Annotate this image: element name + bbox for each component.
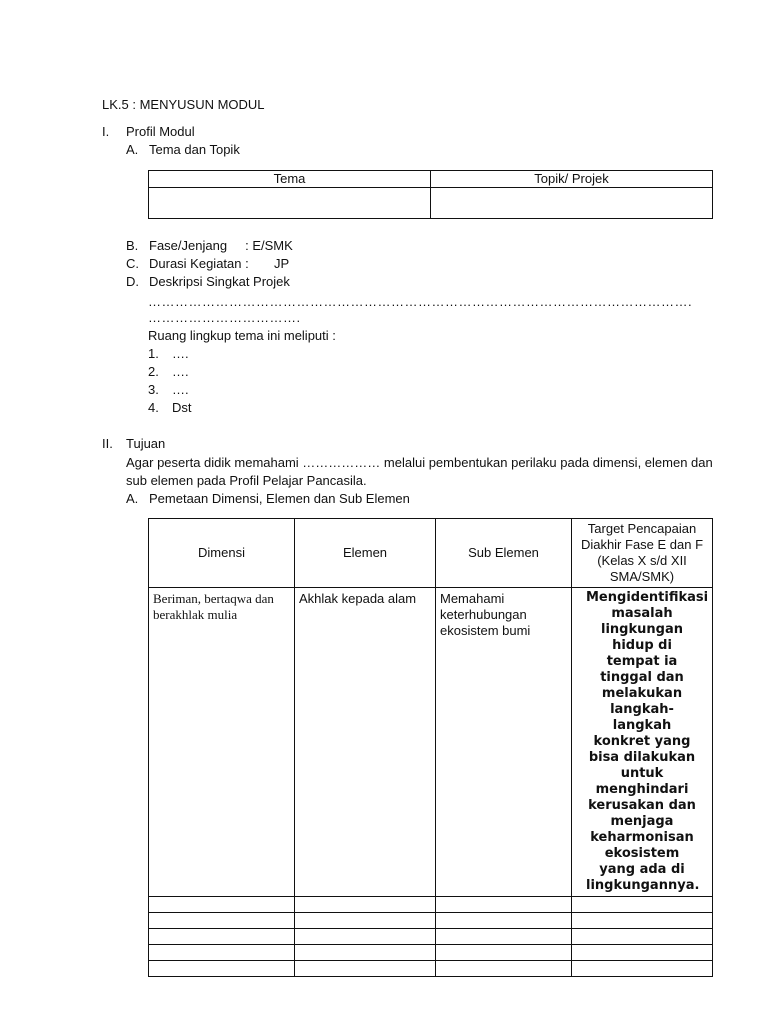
item-a-letter: A. (126, 142, 139, 157)
tema-topik-table (148, 170, 713, 219)
empty-cell[interactable] (295, 945, 436, 961)
tujuan-paragraph-line-1: Agar peserta didik memahami ……………… melalui pembentukan perilaku pada dimensi, elemen dan (126, 455, 713, 470)
item-c-letter: C. (126, 256, 139, 271)
section-2-title: Tujuan (126, 436, 166, 451)
empty-cell[interactable] (149, 897, 295, 913)
list-item (148, 400, 192, 416)
durasi-kegiatan: Durasi Kegiatan : JP (149, 256, 290, 271)
header-tema: Tema (149, 171, 431, 188)
empty-cell[interactable] (149, 929, 295, 945)
list-item (148, 382, 189, 398)
cell-topik[interactable] (431, 188, 713, 219)
list-item (148, 364, 189, 380)
empty-cell[interactable] (572, 961, 713, 977)
deskripsi-dots-line-2: ……………………………. (148, 310, 301, 325)
list-number: 3. (148, 382, 159, 397)
list-number: 2. (148, 364, 159, 379)
empty-cell[interactable] (436, 897, 572, 913)
empty-cell[interactable] (436, 929, 572, 945)
cell-sub-elemen: Memahami keterhubungan ekosistem bumi (436, 588, 572, 897)
item-d-letter: D. (126, 274, 139, 289)
list-text: …. (172, 382, 189, 397)
empty-cell[interactable] (295, 897, 436, 913)
list-item (148, 346, 189, 362)
item-a-label: Tema dan Topik (149, 142, 240, 157)
item-2a-label: Pemetaan Dimensi, Elemen dan Sub Elemen (149, 491, 410, 506)
deskripsi-label: Deskripsi Singkat Projek (149, 274, 290, 289)
empty-cell[interactable] (149, 945, 295, 961)
tujuan-paragraph-line-2: sub elemen pada Profil Pelajar Pancasila. (126, 473, 367, 488)
item-b-letter: B. (126, 238, 139, 253)
fase-jenjang: Fase/Jenjang : E/SMK (149, 238, 293, 253)
empty-cell[interactable] (149, 961, 295, 977)
section-2-number: II. (102, 436, 113, 451)
empty-cell[interactable] (149, 913, 295, 929)
list-text: …. (172, 346, 189, 361)
ruang-lingkup-label: Ruang lingkup tema ini meliputi : (148, 328, 336, 343)
empty-cell[interactable] (295, 929, 436, 945)
list-text: Dst (172, 400, 192, 415)
empty-cell[interactable] (295, 961, 436, 977)
header-target: Target Pencapaian Diakhir Fase E dan F (Kelas X s/d XII SMA/SMK) (572, 519, 713, 588)
list-number: 4. (148, 400, 159, 415)
empty-cell[interactable] (572, 897, 713, 913)
item-2a-letter: A. (126, 491, 139, 506)
header-dimensi: Dimensi (149, 519, 295, 588)
empty-cell[interactable] (436, 961, 572, 977)
list-text: …. (172, 364, 189, 379)
empty-cell[interactable] (295, 913, 436, 929)
empty-cell[interactable] (436, 913, 572, 929)
header-topik: Topik/ Projek (431, 171, 713, 188)
empty-cell[interactable] (436, 945, 572, 961)
header-elemen: Elemen (295, 519, 436, 588)
empty-cell[interactable] (572, 945, 713, 961)
empty-cell[interactable] (572, 913, 713, 929)
deskripsi-dots-line-1: …………………………………………………………………………………………………………. (148, 294, 693, 309)
cell-target: Mengidentifikasi masalah lingkungan hidup di tempat ia tinggal dan melakukan langkah-langkah konkret yang bisa dilakukan untuk menghindari kerusakan dan menjaga keharmonisan ekosistem yang ada di lingkungannya. (572, 588, 713, 897)
header-sub-elemen: Sub Elemen (436, 519, 572, 588)
pemetaan-table (148, 518, 713, 977)
cell-elemen: Akhlak kepada alam (295, 588, 436, 897)
section-1-title: Profil Modul (126, 124, 195, 139)
cell-tema[interactable] (149, 188, 431, 219)
page-title: LK.5 : MENYUSUN MODUL (102, 97, 265, 112)
section-1-number: I. (102, 124, 110, 139)
list-number: 1. (148, 346, 159, 361)
cell-dimensi: Beriman, bertaqwa dan berakhlak mulia (149, 588, 295, 897)
empty-cell[interactable] (572, 929, 713, 945)
